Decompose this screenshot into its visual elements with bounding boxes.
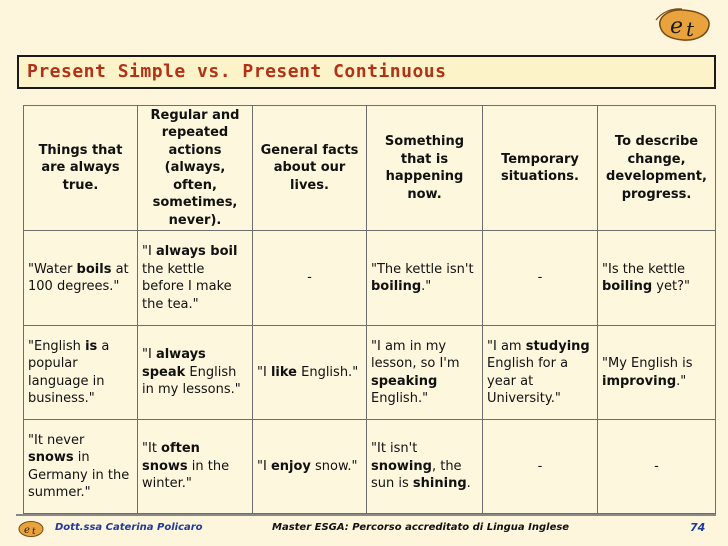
table-cell (138, 420, 253, 514)
verb-highlight: is (85, 338, 98, 354)
table-cell (367, 326, 483, 420)
cell-text: English." (296, 364, 359, 380)
table-cell (24, 326, 138, 420)
cell-text: - (537, 458, 543, 474)
cell-text: "I (257, 364, 271, 380)
table-row (24, 231, 716, 326)
cell-text: "Water (28, 261, 77, 277)
cell-text: snow." (310, 458, 358, 474)
header-cell: To describe change, development, progress. (598, 106, 716, 231)
table-cell (253, 231, 367, 326)
table-cell (598, 231, 716, 326)
footer-et-logo (17, 520, 45, 538)
verb-highlight: snowing (371, 458, 432, 474)
cell-text: . (466, 476, 471, 492)
verb-highlight: speaking (371, 373, 438, 389)
slide-title: Present Simple vs. Present Continuous (27, 61, 447, 82)
cell-text: - (537, 270, 543, 286)
table-cell (138, 326, 253, 420)
verb-highlight: boiling (371, 279, 422, 294)
footer-divider (16, 514, 716, 516)
cell-text: - (654, 458, 659, 474)
cell-text: "It isn't (371, 441, 418, 457)
verb-highlight: boiling (602, 279, 653, 294)
cell-text: "English (28, 338, 86, 354)
cell-text: , the sun is (371, 458, 462, 492)
verb-highlight: studying (525, 338, 590, 354)
cell-text: yet?" (652, 279, 690, 294)
verb-highlight: always boil (155, 244, 238, 259)
page-number: 74 (690, 521, 706, 534)
et-logo (652, 6, 714, 44)
table-header-row (24, 106, 716, 231)
verb-highlight: shining (412, 476, 467, 492)
cell-text: in Germany in the summer." (28, 450, 130, 500)
table-cell (598, 326, 716, 420)
table-row (24, 420, 716, 514)
header-cell: Something that is happening now. (367, 106, 483, 231)
cell-text: ." (676, 373, 687, 389)
cell-text: "I am in my lesson, so I'm (371, 338, 460, 371)
cell-text: - (307, 270, 312, 286)
cell-text: in the winter." (142, 458, 230, 492)
cell-text: a popular language in business." (28, 338, 110, 406)
cell-text: ." (421, 279, 432, 294)
footer-logo-letter-e: e (24, 525, 30, 536)
cell-text: "The kettle isn't (371, 261, 474, 277)
cell-text: the kettle before I make the tea." (142, 261, 232, 312)
cell-text: English for a year at University." (487, 356, 569, 406)
header-cell: Things that are always true. (24, 106, 138, 231)
header-cell: Regular and repeated actions (always, often, sometimes, never). (138, 106, 253, 231)
table-cell (483, 326, 598, 420)
tense-comparison-table (23, 105, 716, 514)
cell-text: "It never (28, 432, 85, 448)
cell-text: at 100 degrees." (28, 261, 129, 294)
cell-text: English." (371, 391, 429, 406)
header-cell: Temporary situations. (483, 106, 598, 231)
table-cell (24, 231, 138, 326)
cell-text: "My English is (602, 356, 693, 371)
table-cell (24, 420, 138, 514)
footer-logo-letter-t: t (32, 527, 36, 537)
table-cell (367, 420, 483, 514)
footer-course: Master ESGA: Percorso accreditato di Lingua Inglese (272, 522, 570, 533)
table-cell (598, 420, 716, 514)
cell-text: "I (257, 458, 271, 474)
table-cell (483, 231, 598, 326)
cell-text: "I (142, 244, 156, 259)
cell-text: English in my lessons." (142, 364, 241, 398)
cell-text: "It (142, 441, 162, 457)
table-cell (367, 231, 483, 326)
table-cell (483, 420, 598, 514)
title-bar (17, 55, 716, 89)
cell-text: "I am (487, 338, 526, 354)
footer-author: Dott.ssa Caterina Policaro (55, 522, 203, 533)
verb-highlight: snows (28, 450, 74, 465)
verb-highlight: enjoy (270, 458, 311, 474)
cell-text: "I (142, 347, 156, 363)
verb-highlight: like (270, 364, 297, 380)
table-cell (253, 420, 367, 514)
verb-highlight: boils (76, 261, 112, 277)
table-row (24, 326, 716, 420)
logo-letter-t: t (686, 17, 695, 41)
table-cell (138, 231, 253, 326)
logo-letter-e: e (670, 14, 684, 39)
header-cell: General facts about our lives. (253, 106, 367, 231)
verb-highlight: often snows (142, 441, 200, 474)
verb-highlight: improving (602, 373, 677, 389)
table-cell (253, 326, 367, 420)
cell-text: "Is the kettle (602, 261, 686, 277)
verb-highlight: always speak (142, 347, 206, 380)
